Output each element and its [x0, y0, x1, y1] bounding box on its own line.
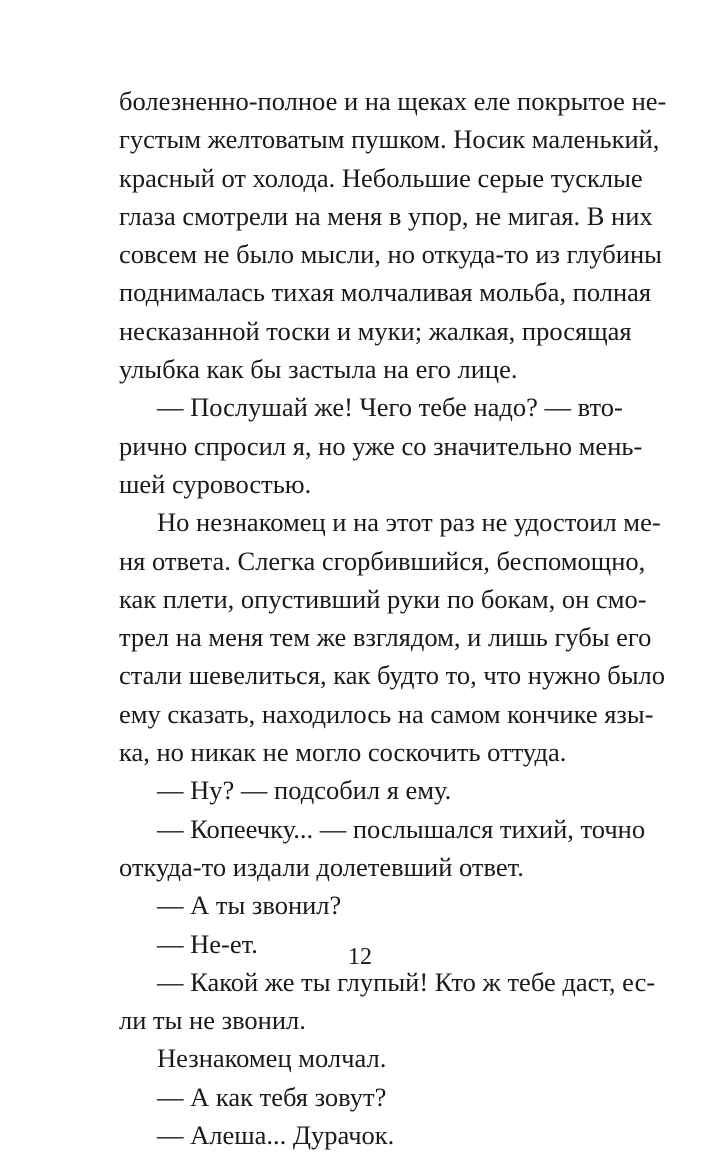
text-line: совсем не было мысли, но откуда-то из глубины — [119, 239, 662, 270]
text-line: улыбка как бы застыла на его лице. — [119, 354, 518, 385]
text-line: Незнакомец молчал. — [157, 1043, 387, 1074]
text-line: ка, но никак не могло соскочить оттуда. — [119, 737, 567, 768]
text-line: болезненно-полное и на щеках еле покрытое не- — [119, 86, 667, 116]
book-text — [119, 82, 667, 1154]
text-line: глаза смотрели на меня в упор, не мигая. В них — [119, 200, 653, 231]
text-line: поднималась тихая молчаливая мольба, полная — [119, 277, 652, 308]
text-line: — Какой же ты глупый! Кто ж тебе даст, ес- — [157, 966, 656, 997]
text-line: — Ну? — подсобил я ему. — [157, 775, 452, 806]
text-line: красный от холода. Небольшие серые тусклые — [119, 162, 643, 193]
text-line: как плети, опустивший руки по бокам, он смо- — [119, 583, 647, 614]
text-line: откуда-то издали долетевший ответ. — [119, 851, 524, 882]
text-line: ли ты не звонил. — [119, 1005, 306, 1036]
text-line: — Послушай же! Чего тебе надо? — вто- — [157, 392, 623, 423]
text-line: — А ты звонил? — [157, 890, 342, 921]
text-line: — Алеша... Дурачок. — [157, 1120, 395, 1151]
text-line: шей суровостью. — [119, 468, 312, 499]
text-line: густым желтоватым пушком. Носик маленький, — [119, 124, 660, 155]
text-line: Но незнакомец и на этот раз не удостоил ме- — [157, 507, 661, 538]
text-line: рично спросил я, но уже со значительно мень- — [119, 430, 643, 461]
text-line: стали шевелиться, как будто то, что нужно было — [119, 660, 666, 691]
page-number: 12 — [348, 944, 372, 970]
text-line: ему сказать, находилось на самом кончике язы- — [119, 698, 654, 729]
text-line: — А как тебя зовут? — [157, 1081, 387, 1112]
text-line: — Копеечку... — послышался тихий, точно — [157, 813, 646, 844]
text-line: несказанной тоски и муки; жалкая, просящая — [119, 315, 632, 346]
text-line: — Не-ет. — [157, 928, 258, 959]
text-line: ня ответа. Слегка сгорбившийся, беспомощно, — [119, 545, 646, 576]
text-line: трел на меня тем же взглядом, и лишь губы его — [119, 622, 652, 653]
